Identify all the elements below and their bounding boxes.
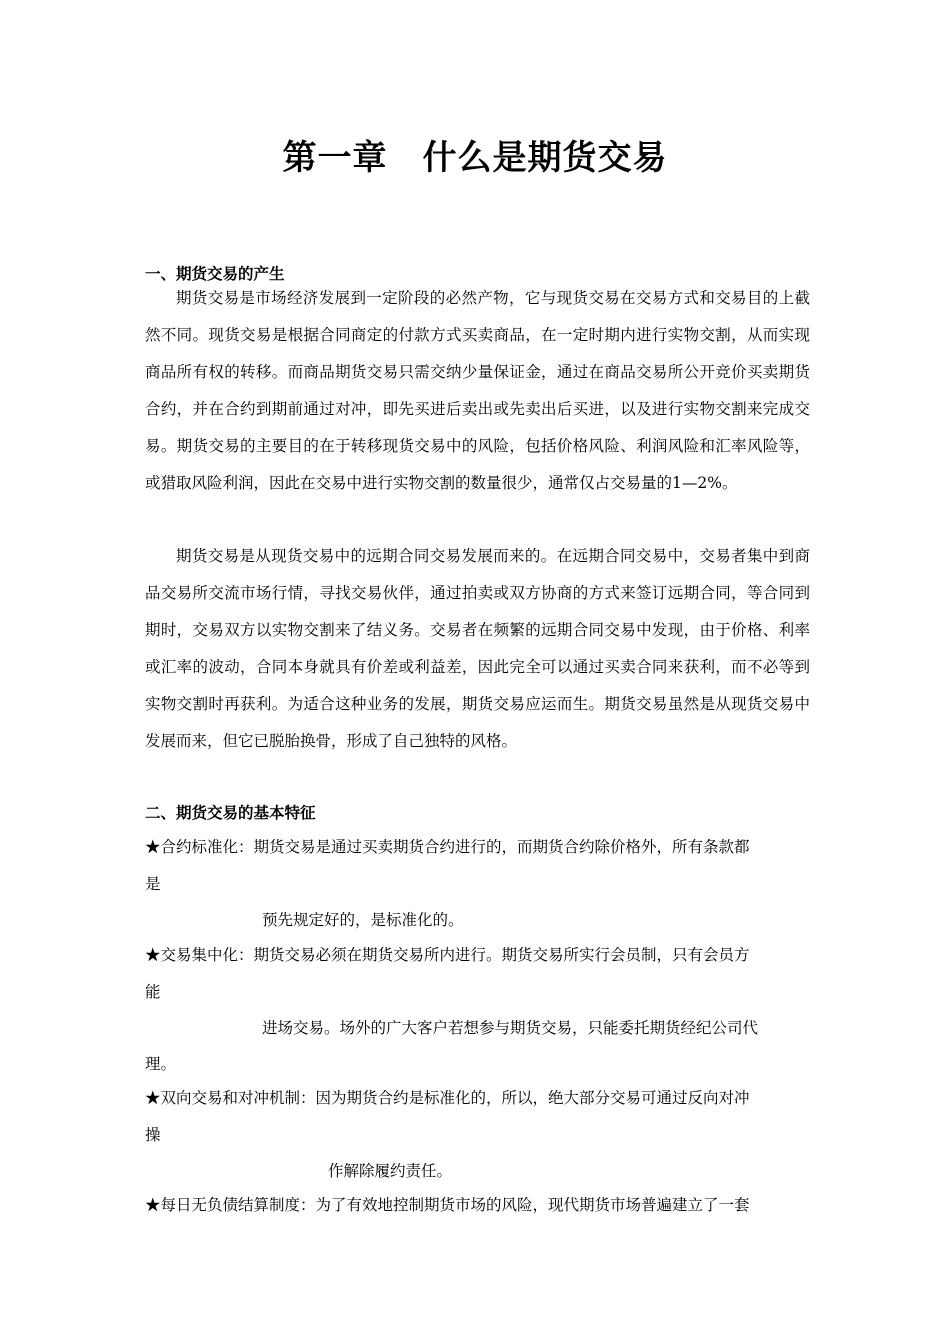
feature-centralization-wrap: 能 <box>145 983 161 1001</box>
paragraph-1: 期货交易是市场经济发展到一定阶段的必然产物，它与现货交易在交易方式和交易目的上截然不同。现货交易是根据合同商定的付款方式买卖商品，在一定时期内进行实物交割，从而实现商品所有权的转移。而商品期货交易只需交纳少量保证金，通过在商品交易所公开竞价买卖期货合约，并在合约到期前通过对冲，即先买进后卖出或先卖出后买进，以及进行实物交割来完成交易。期货交易的主要目的在于转移现货交易中的风险，包括价格风险、利润风险和汇率风险等，或猎取风险利润，因此在交易中进行实物交割的数量很少，通常仅占交易量的1—2%。 <box>145 289 810 492</box>
feature-standardization-cont: 预先规定好的，是标准化的。 <box>262 911 464 929</box>
feature-standardization-wrap: 是 <box>145 875 161 893</box>
section-heading-origin: 一、期货交易的产生 <box>145 264 285 283</box>
feature-two-way-trading-wrap: 操 <box>145 1126 161 1144</box>
paragraph-2: 期货交易是从现货交易中的远期合同交易发展而来的。在远期合同交易中，交易者集中到商品交易所交流市场行情，寻找交易伙伴，通过拍卖或双方协商的方式来签订远期合同，等合同到期时，交易双方以实物交割来了结义务。交易者在频繁的远期合同交易中发现，由于价格、利率或汇率的波动，合同本身就具有价差或利益差，因此完全可以通过买卖合同来获利，而不必等到实物交割时再获利。为适合这种业务的发展，期货交易应运而生。期货交易虽然是从现货交易中发展而来，但它已脱胎换骨，形成了自己独特的风格。 <box>145 547 810 750</box>
feature-two-way-trading: ★双向交易和对冲机制：因为期货合约是标准化的，所以，绝大部分交易可通过反向对冲 <box>145 1089 750 1107</box>
feature-two-way-trading-cont: 作解除履约责任。 <box>328 1162 453 1180</box>
feature-centralization-cont: 进场交易。场外的广大客户若想参与期货交易，只能委托期货经纪公司代 <box>262 1019 759 1037</box>
feature-standardization: ★合约标准化：期货交易是通过买卖期货合约进行的，而期货合约除价格外，所有条款都 <box>145 838 750 856</box>
feature-daily-settlement: ★每日无负债结算制度：为了有效地控制期货市场的风险，现代期货市场普遍建立了一套 <box>145 1196 750 1214</box>
section-heading-features: 二、期货交易的基本特征 <box>145 803 316 822</box>
feature-centralization-end: 理。 <box>145 1055 177 1073</box>
feature-centralization: ★交易集中化：期货交易必须在期货交易所内进行。期货交易所实行会员制，只有会员方 <box>145 946 750 964</box>
chapter-title: 第一章 什么是期货交易 <box>282 138 668 178</box>
